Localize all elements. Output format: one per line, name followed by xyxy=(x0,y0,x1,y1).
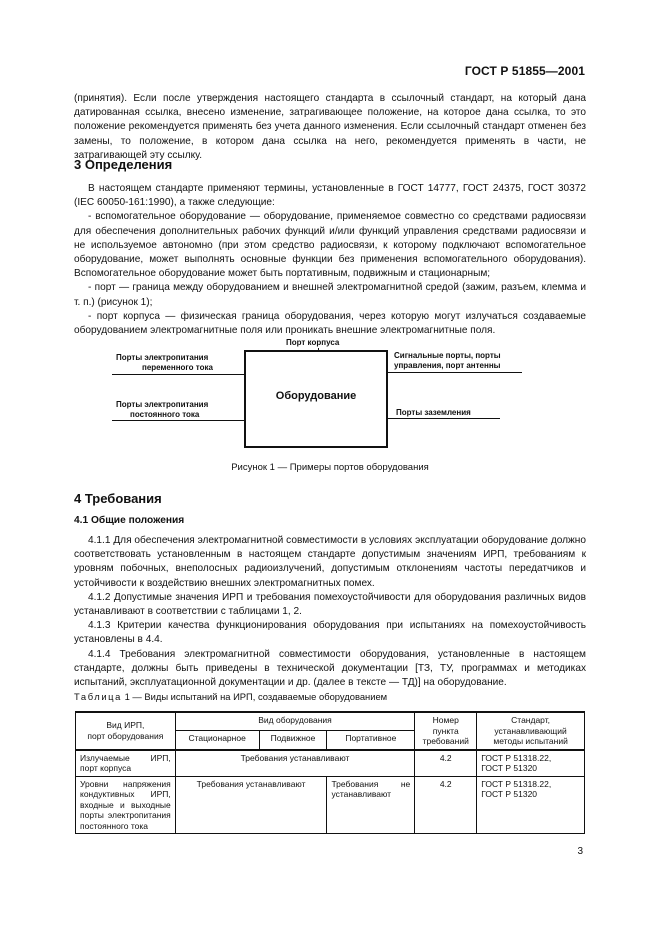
cell-clause-number: 4.2 xyxy=(415,776,477,834)
subsection-4-1-heading xyxy=(74,515,586,526)
table-row xyxy=(76,750,585,777)
table-header-row xyxy=(76,712,585,731)
definition-enclosure-port: - порт корпуса — физическая граница оборудования, через которую могут излучаться создаваемые оборудованием электромагнитные поля или проникать внешние электромагнитные поля. xyxy=(74,310,586,337)
intro-paragraph xyxy=(74,92,586,163)
header-clause-number: Номер пункта требований xyxy=(415,712,477,750)
cell-requirements-portable: Требования не устанавливают xyxy=(327,776,415,834)
document-id: ГОСТ Р 51855—2001 xyxy=(464,64,585,78)
cell-irp-type: Уровни напряжения кондуктивных ИРП, входные и выходные порты электропитания постоянного тока xyxy=(76,776,176,834)
table-caption-word: Таблица xyxy=(74,691,122,702)
signal-ports-label-2: управления, порт антенны xyxy=(394,361,501,370)
paragraph: В настоящем стандарте применяют термины, установленные в ГОСТ 14777, ГОСТ 24375, ГОСТ 30372 (IEC 60050-161:1990), а также следующие: xyxy=(74,183,586,209)
paragraph-4-1-1: 4.1.1 Для обеспечения электромагнитной совместимости в условиях эксплуатации оборудование должно соответствовать установленным в настоящем стандарте допустимым значениям ИРП, требованиям к уровням побочных, внеполосных радиоизлучений, допустимым отклонениям частоты передатчиков и устойчивости к воздействию внешних электромагнитных помех. xyxy=(74,535,586,589)
table-caption-text: 1 — Виды испытаний на ИРП, создаваемые оборудованием xyxy=(121,691,388,702)
signal-ports-label-1: Сигнальные порты, порты xyxy=(394,351,501,360)
paragraph-4-1-4: 4.1.4 Требования электромагнитной совместимости оборудования, установленные в настоящем стандарте, должны быть приведены в технической документации [ТЗ, ТУ, программах и методиках испытаний, эксплуатационной документации и др. (далее в тексте — ТД)] на оборудование. xyxy=(74,648,586,689)
section-4-heading xyxy=(74,491,586,506)
subsection-title: 4.1 Общие положения xyxy=(74,515,185,526)
paragraph-4-1-2: 4.1.2 Допустимые значения ИРП и требования помехоустойчивости для оборудования различных видов устанавливают в соответствии с таблицами 1, 2. xyxy=(74,591,586,618)
section-title: 4 Требования xyxy=(74,491,162,506)
table-1 xyxy=(75,711,585,834)
table-caption xyxy=(74,691,387,702)
section-3-body xyxy=(74,182,586,338)
cell-irp-type: Излучаемые ИРП, порт корпуса xyxy=(76,750,176,777)
grounding-ports-line xyxy=(388,418,500,419)
ac-power-ports-label-1: Порты электропитания xyxy=(116,353,209,362)
signal-ports-line xyxy=(388,372,522,373)
paragraph-4-1-3: 4.1.3 Критерии качества функционирования оборудования при испытаниях на помехоустойчивость установлены в 4.4. xyxy=(74,620,586,646)
dc-power-ports-label-2: постоянного тока xyxy=(130,410,200,419)
definition-port: - порт — граница между оборудованием и внешней электромагнитной средой (зажим, разъем, клемма и т. п.) (рисунок 1); xyxy=(74,282,586,308)
figure-caption: Рисунок 1 — Примеры портов оборудования xyxy=(231,462,429,473)
equipment-label: Оборудование xyxy=(275,390,357,402)
ac-power-ports-label-2: переменного тока xyxy=(142,363,213,372)
section-3-heading xyxy=(74,157,586,172)
header-portable: Портативное xyxy=(327,731,415,750)
section-4-body xyxy=(74,534,586,690)
paragraph: (принятия). Если после утверждения настоящего стандарта в ссылочный стандарт, на который дана датированная ссылка, внесено изменение, затрагивающее положение, на которое дана ссылка, то это положение рекомендуется применять без учета данного изменения. Если ссылочный стандарт отменен без замены, то положение, в котором дана ссылка на него, рекомендуется применять в части, не затрагивающей эту ссылку. xyxy=(74,93,586,161)
table-row xyxy=(76,776,585,834)
dc-power-ports-line xyxy=(112,420,244,421)
header-irp-type: Вид ИРП, порт оборудования xyxy=(76,712,176,750)
cell-test-standard: ГОСТ Р 51318.22, ГОСТ Р 51320 xyxy=(477,776,585,834)
figure-ports-diagram xyxy=(112,338,522,454)
header-mobile: Подвижное xyxy=(259,731,327,750)
page-number: 3 xyxy=(577,846,583,857)
enclosure-port-label: Порт корпуса xyxy=(286,338,340,347)
cell-test-standard: ГОСТ Р 51318.22, ГОСТ Р 51320 xyxy=(477,750,585,777)
ac-power-ports-line xyxy=(112,374,244,375)
cell-requirements: Требования устанавливают xyxy=(175,750,415,777)
cell-requirements: Требования устанавливают xyxy=(175,776,327,834)
definition-auxiliary-equipment: - вспомогательное оборудование — оборудование, применяемое совместно со средствами радиосвязи для обеспечения дополнительных рабочих функций и/или функций управления средствами радиосвязи и не используемое автономно (при этом средство радиосвязи, к которому подключают вспомогательное оборудование, может выполнять основные функции без применения вспомогательного оборудования). Вспомогательное оборудование может быть портативным, подвижным и стационарным; xyxy=(74,211,586,280)
section-title: 3 Определения xyxy=(74,157,173,172)
dc-power-ports-label-1: Порты электропитания xyxy=(116,400,209,409)
cell-clause-number: 4.2 xyxy=(415,750,477,777)
header-equipment-type: Вид оборудования xyxy=(175,712,415,731)
grounding-ports-label: Порты заземления xyxy=(396,408,471,417)
header-stationary: Стационарное xyxy=(175,731,259,750)
header-test-standard: Стандарт, устанавливающий методы испытаний xyxy=(477,712,585,750)
